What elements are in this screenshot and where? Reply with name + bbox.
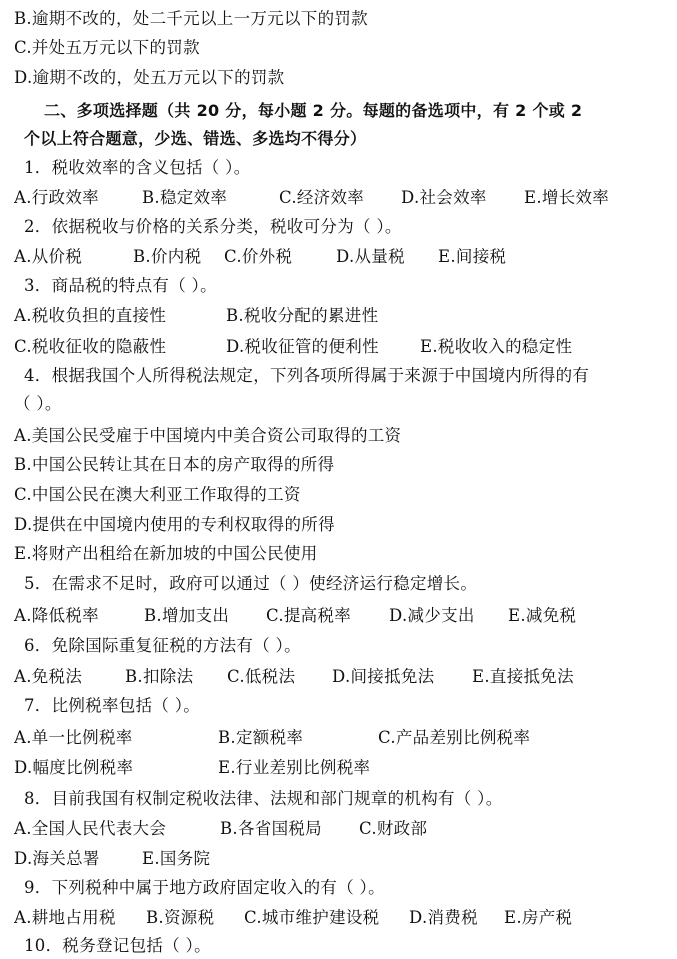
option-c: C.提高税率	[266, 606, 352, 625]
question-6-stem: 6．免除国际重复征税的方法有（ ）。	[24, 636, 301, 655]
option-e: E.减免税	[508, 606, 577, 625]
option-b: B.价内税	[133, 247, 202, 266]
option-d: D.减少支出	[389, 606, 475, 625]
question-10-stem: 10．税务登记包括（ ）。	[24, 936, 211, 955]
option-c: C.税收征收的隐蔽性	[14, 337, 167, 356]
question-4-option-b: B.中国公民转让其在日本的房产取得的所得	[14, 455, 335, 474]
option-b: B.稳定效率	[142, 188, 228, 207]
option-a: A.免税法	[14, 667, 83, 686]
option-b: B.增加支出	[144, 606, 230, 625]
option-a: A.从价税	[14, 247, 83, 266]
option-d: D.幅度比例税率	[14, 758, 134, 777]
question-7-stem: 7．比例税率包括（ ）。	[24, 696, 201, 715]
section-heading-line1: 二、多项选择题（共 20 分，每小题 2 分。每题的备选项中，有 2 个或 2	[44, 101, 583, 120]
option-e: E.增长效率	[524, 188, 610, 207]
question-1-stem: 1．税收效率的含义包括（ ）。	[24, 158, 251, 177]
option-b: B.各省国税局	[220, 819, 322, 838]
question-4-option-e: E.将财产出租给在新加坡的中国公民使用	[14, 544, 318, 563]
question-3-stem: 3．商品税的特点有（ ）。	[24, 276, 217, 295]
question-2-stem: 2．依据税收与价格的关系分类，税收可分为（ ）。	[24, 217, 402, 236]
option-c: C.价外税	[224, 247, 293, 266]
question-5-stem: 5．在需求不足时，政府可以通过（ ）使经济运行稳定增长。	[24, 574, 478, 593]
option-e: E.税收收入的稳定性	[420, 337, 573, 356]
option-b: B.资源税	[146, 908, 215, 927]
option-a: A.税收负担的直接性	[14, 306, 167, 325]
option-d: D.海关总署	[14, 849, 100, 868]
option-b: B.定额税率	[218, 728, 304, 747]
question-4-stem-cont: （ ）。	[14, 394, 62, 413]
option-c: C.经济效率	[279, 188, 365, 207]
option-e: E.国务院	[142, 849, 211, 868]
question-9-stem: 9．下列税种中属于地方政府固定收入的有（ ）。	[24, 878, 385, 897]
prev-option-d: D.逾期不改的，处五万元以下的罚款	[14, 68, 285, 87]
option-b: B.扣除法	[125, 667, 194, 686]
option-d: D.税收征管的便利性	[226, 337, 379, 356]
section-heading-line2: 个以上符合题意，少选、错选、多选均不得分）	[24, 129, 367, 148]
prev-option-c: C.并处五万元以下的罚款	[14, 38, 200, 57]
option-e: E.行业差别比例税率	[218, 758, 371, 777]
option-c: C.城市维护建设税	[244, 908, 380, 927]
option-a: A.耕地占用税	[14, 908, 116, 927]
question-4-stem: 4．根据我国个人所得税法规定，下列各项所得属于来源于中国境内所得的有	[24, 366, 590, 385]
option-e: E.直接抵免法	[472, 667, 574, 686]
question-4-option-d: D.提供在中国境内使用的专利权取得的所得	[14, 515, 335, 534]
option-d: D.社会效率	[401, 188, 487, 207]
question-8-stem: 8．目前我国有权制定税收法律、法规和部门规章的机构有（ ）。	[24, 789, 503, 808]
option-e: E.间接税	[438, 247, 507, 266]
question-4-option-a: A.美国公民受雇于中国境内中美合资公司取得的工资	[14, 426, 402, 445]
option-c: C.产品差别比例税率	[378, 728, 531, 747]
option-c: C.低税法	[227, 667, 296, 686]
option-a: A.单一比例税率	[14, 728, 133, 747]
question-4-option-c: C.中国公民在澳大利亚工作取得的工资	[14, 485, 301, 504]
option-a: A.全国人民代表大会	[14, 819, 167, 838]
option-d: D.间接抵免法	[332, 667, 435, 686]
option-c: C.财政部	[359, 819, 428, 838]
option-b: B.税收分配的累进性	[226, 306, 379, 325]
option-d: D.消费税	[409, 908, 478, 927]
option-a: A.降低税率	[14, 606, 99, 625]
option-a: A.行政效率	[14, 188, 99, 207]
option-d: D.从量税	[336, 247, 405, 266]
option-e: E.房产税	[504, 908, 573, 927]
prev-option-b: B.逾期不改的，处二千元以上一万元以下的罚款	[14, 9, 368, 28]
